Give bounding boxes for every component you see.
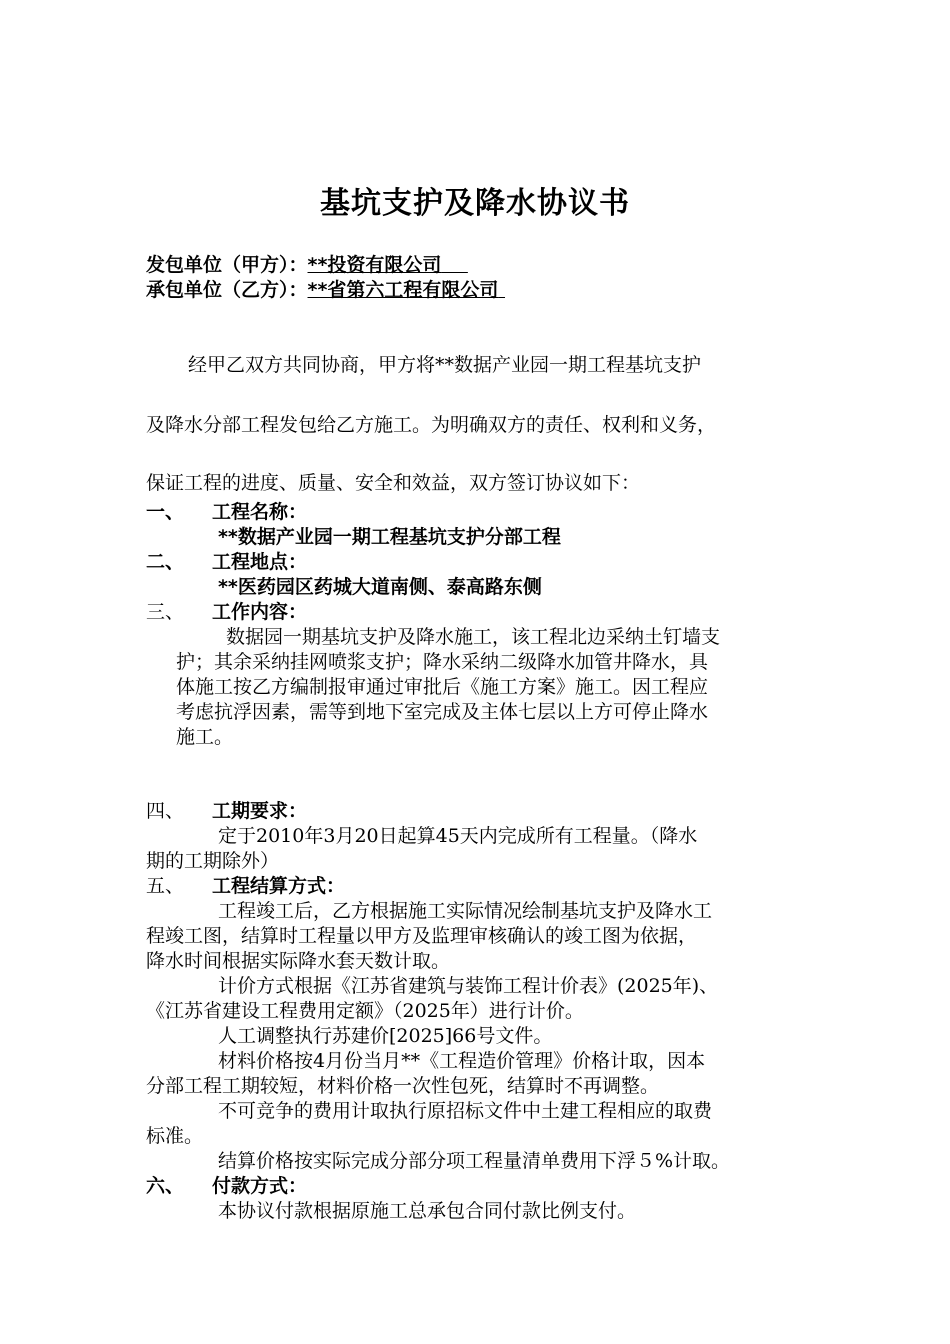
body-line: 期的工期除外） xyxy=(146,850,280,872)
section-label: 工程地点： xyxy=(212,551,308,573)
section-heading xyxy=(146,871,345,898)
body-line: 不可竞争的费用计取执行原招标文件中土建工程相应的取费 xyxy=(218,1100,713,1122)
body-line: 降水时间根据实际降水套天数计取。 xyxy=(146,950,451,972)
body-line: 工程竣工后，乙方根据施工实际情况绘制基坑支护及降水工 xyxy=(218,900,713,922)
intro-line: 及降水分部工程发包给乙方施工。为明确双方的责任、权利和义务， xyxy=(146,414,717,436)
intro-line: 保证工程的进度、质量、安全和效益，双方签订协议如下： xyxy=(146,472,641,494)
section-number: 六、 xyxy=(146,1175,185,1197)
intro-line: 经甲乙双方共同协商，甲方将**数据产业园一期工程基坑支护 xyxy=(188,354,702,376)
section-heading xyxy=(146,497,307,524)
section-heading xyxy=(146,547,307,574)
body-line: 施工。 xyxy=(176,726,234,748)
body-line: 人工调整执行苏建价[2025]66号文件。 xyxy=(218,1025,553,1047)
body-line: 程竣工图，结算时工程量以甲方及监理审核确认的竣工图为依据， xyxy=(146,925,698,947)
body-line: 护；其余采纳挂网喷浆支护；降水采纳二级降水加管井降水，具 xyxy=(176,651,709,673)
body-line: 计价方式根据《江苏省建筑与装饰工程计价表》(2025年)、 xyxy=(218,975,719,997)
party-a-label: 发包单位（甲方）： xyxy=(146,254,308,276)
party-a-value: **投资有限公司 xyxy=(307,254,442,276)
body-line: 《江苏省建设工程费用定额》（2025年）进行计价。 xyxy=(146,1000,584,1022)
section-label: 工程名称： xyxy=(212,501,308,523)
body-line: 定于2010年3月20日起算45天内完成所有工程量。（降水 xyxy=(218,825,698,847)
body-line: 分部工程工期较短，材料价格一次性包死，结算时不再调整。 xyxy=(146,1075,660,1097)
section-heading xyxy=(146,796,307,823)
document-title: 基坑支护及降水协议书 xyxy=(320,186,630,221)
body-line: 考虑抗浮因素，需等到地下室完成及主体七层以上方可停止降水 xyxy=(176,701,709,723)
party-b xyxy=(146,275,505,302)
party-b-label: 承包单位（乙方）： xyxy=(146,279,308,301)
body-line: 标准。 xyxy=(146,1125,204,1147)
body-line: 材料价格按4月份当月**《工程造价管理》价格计取，因本 xyxy=(218,1050,706,1072)
project-name: **数据产业园一期工程基坑支护分部工程 xyxy=(218,526,561,548)
section-label: 工程结算方式： xyxy=(212,875,346,897)
body-line: 本协议付款根据原施工总承包合同付款比例支付。 xyxy=(218,1200,637,1222)
party-b-value: **省第六工程有限公司 xyxy=(307,279,499,301)
body-line: 结算价格按实际完成分部分项工程量清单费用下浮５%计取。 xyxy=(218,1150,731,1172)
project-location: **医药园区药城大道南侧、泰高路东侧 xyxy=(218,576,542,598)
section-label: 工作内容： xyxy=(212,601,308,623)
section-heading xyxy=(146,1171,307,1198)
section-number: 四、 xyxy=(146,800,185,822)
section-number: 一、 xyxy=(146,501,185,523)
body-line: 数据园一期基坑支护及降水施工，该工程北边采纳土钉墙支 xyxy=(226,626,721,648)
section-heading xyxy=(146,597,307,624)
section-number: 三、 xyxy=(146,601,185,623)
body-line: 体施工按乙方编制报审通过审批后《施工方案》施工。因工程应 xyxy=(176,676,709,698)
section-number: 五、 xyxy=(146,875,185,897)
section-label: 工期要求： xyxy=(212,800,308,822)
section-label: 付款方式： xyxy=(212,1175,308,1197)
party-a xyxy=(146,250,468,277)
section-number: 二、 xyxy=(146,551,185,573)
